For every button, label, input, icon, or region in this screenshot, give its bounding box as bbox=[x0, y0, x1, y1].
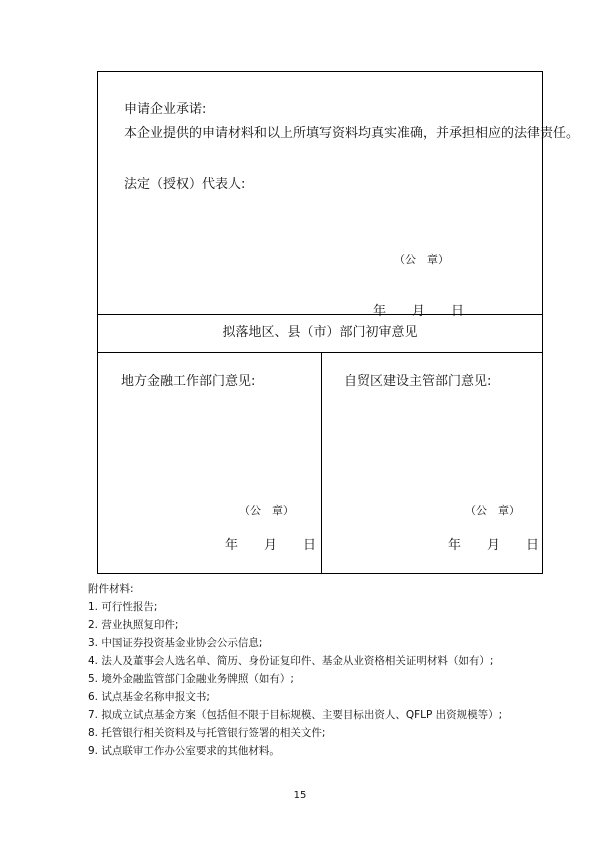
attachment-item: 1. 可行性报告; bbox=[88, 601, 158, 613]
attachment-item: 9. 试点联审工作办公室要求的其他材料。 bbox=[88, 745, 280, 757]
application-form-table bbox=[97, 71, 580, 574]
page-number: 15 bbox=[293, 790, 307, 801]
commitment-heading: 申请企业承诺: bbox=[124, 102, 207, 117]
attachment-item: 3. 中国证券投资基金业协会公示信息; bbox=[88, 637, 263, 649]
attachment-item: 6. 试点基金名称申报文书; bbox=[88, 691, 210, 703]
review-header: 拟落地区、县（市）部门初审意见 bbox=[98, 314, 542, 353]
commitment-seal: （公 章） bbox=[394, 253, 449, 266]
representative-label: 法定（授权）代表人: bbox=[124, 177, 246, 192]
attachments-list bbox=[88, 580, 502, 760]
commitment-section bbox=[98, 72, 580, 319]
ftz-authority-opinion-title: 自贸区建设主管部门意见: bbox=[344, 374, 492, 389]
commitment-statement: 本企业提供的申请材料和以上所填写资料均真实准确，并承担相应的法律责任。 bbox=[124, 126, 580, 141]
local-finance-seal: （公 章） bbox=[239, 504, 294, 517]
ftz-authority-date: 年 月 日 bbox=[448, 538, 540, 553]
local-finance-opinion-title: 地方金融工作部门意见: bbox=[121, 374, 256, 389]
attachment-item: 8. 托管银行相关资料及与托管银行签署的相关文件; bbox=[88, 727, 326, 739]
attachments-title: 附件材料: bbox=[88, 583, 134, 595]
attachment-item: 5. 境外金融监管部门金融业务牌照（如有）; bbox=[88, 673, 294, 685]
commitment-date: 年 月 日 bbox=[373, 304, 465, 319]
attachment-item: 7. 拟成立试点基金方案（包括但不限于目标规模、主要目标出资人、QFLP 出资规模等）; bbox=[88, 709, 503, 721]
local-finance-opinion bbox=[98, 352, 322, 574]
ftz-authority-seal: （公 章） bbox=[465, 504, 520, 517]
opinions-section bbox=[98, 352, 542, 574]
attachment-item: 4. 法人及董事会人选名单、简历、身份证复印件、基金从业资格相关证明材料（如有）; bbox=[88, 655, 494, 667]
attachment-item: 2. 营业执照复印件; bbox=[88, 619, 179, 631]
local-finance-date: 年 月 日 bbox=[225, 538, 317, 553]
ftz-authority-opinion bbox=[321, 352, 543, 574]
